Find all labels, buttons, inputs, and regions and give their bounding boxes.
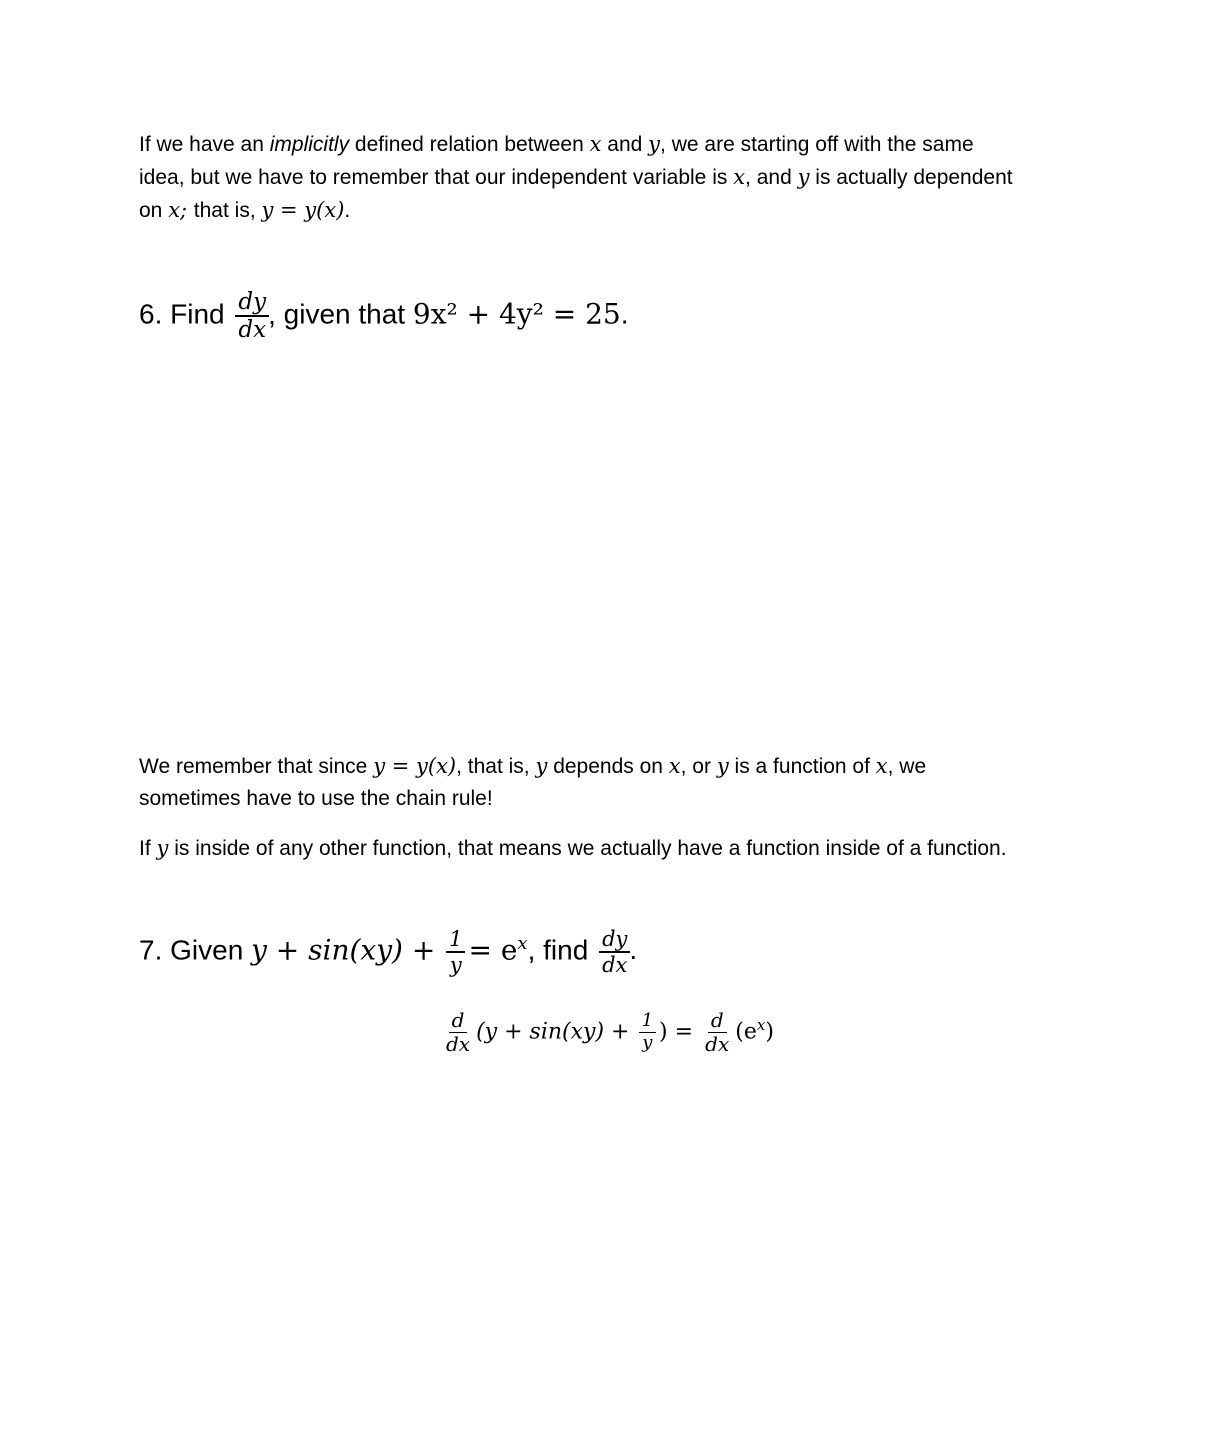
text: on [139, 199, 169, 222]
math-var: x [733, 165, 746, 189]
text: If we have an [139, 133, 270, 156]
text: is actually dependent [809, 166, 1013, 189]
fraction-numerator: 1 [639, 1012, 656, 1033]
derivative-fraction [599, 928, 630, 976]
problem-label: 7. Given [139, 934, 252, 966]
text: , we [887, 755, 927, 778]
math-equation: y = y(x) [261, 198, 345, 222]
text: is a function of [728, 755, 876, 778]
text: defined relation between [349, 133, 590, 156]
chain-rule-paragraph [139, 750, 1099, 865]
text: idea, but we have to remember that our independent variable is [139, 166, 734, 189]
math-expression: y + sin(xy) + [251, 933, 436, 967]
fraction-numerator: d [449, 1010, 468, 1033]
chain-line-3 [139, 832, 1099, 865]
math-exponent: x [756, 1015, 766, 1034]
problem-6 [139, 290, 629, 342]
text: , or [680, 755, 717, 778]
intro-paragraph [139, 128, 1099, 227]
fraction-numerator: 1 [446, 928, 465, 953]
math-var: x [589, 132, 602, 156]
intro-line-2 [139, 161, 1099, 194]
text: and [601, 133, 649, 156]
derivative-fraction [235, 290, 269, 342]
math-expression: (y + sin(xy) + [476, 1019, 630, 1045]
text: , that is, [456, 755, 536, 778]
text: . [620, 298, 629, 330]
math-var: x [668, 754, 681, 778]
fraction-denominator: dx [238, 317, 267, 344]
text: , [268, 298, 276, 330]
chain-line-2: sometimes have to use the chain rule! [139, 787, 493, 810]
math-var: x; [168, 198, 194, 222]
fraction-numerator: d [708, 1010, 727, 1033]
d-dx-operator [702, 1010, 732, 1055]
fraction-numerator: dy [235, 290, 269, 317]
text: If [139, 837, 157, 860]
intro-line-3 [139, 194, 1099, 227]
math-var: y [535, 754, 548, 778]
problem-7 [139, 928, 637, 976]
fraction-denominator: y [642, 1032, 653, 1053]
text: . [629, 934, 638, 966]
math-expression: (e [735, 1019, 757, 1045]
math-equation: 9x² + 4y² = 25 [412, 297, 621, 331]
text: is inside of any other function, that means we actually have a function inside of a function. [168, 837, 1007, 860]
fraction-denominator: dx [705, 1032, 730, 1056]
fraction-denominator: dx [446, 1032, 471, 1056]
math-var: y [156, 836, 169, 860]
math-expression: ) = [659, 1019, 694, 1045]
math-expression: = e [468, 933, 518, 967]
text: , and [745, 166, 798, 189]
text: depends on [547, 755, 669, 778]
work-equation [440, 1010, 774, 1055]
emphasis-text: implicitly [269, 133, 350, 156]
fraction-denominator: y [449, 953, 462, 978]
math-var: y [648, 132, 661, 156]
problem-label: 6. Find [139, 298, 225, 330]
math-var: x [875, 754, 888, 778]
math-exponent: x [517, 933, 528, 955]
math-expression: ) [765, 1019, 774, 1045]
fraction-numerator: dy [599, 928, 630, 953]
math-equation: y = y(x) [373, 754, 457, 778]
d-dx-operator [443, 1010, 473, 1055]
one-over-y-fraction [446, 928, 465, 976]
text: that is, [193, 199, 262, 222]
text: , find [527, 934, 589, 966]
math-var: y [797, 165, 810, 189]
one-over-y-fraction [639, 1012, 656, 1053]
intro-line-1 [139, 128, 1099, 161]
fraction-denominator: dx [602, 953, 628, 978]
text: , we are starting off with the same [660, 133, 974, 156]
text: given that [275, 298, 413, 330]
text: We remember that since [139, 755, 374, 778]
chain-line-1 [139, 750, 1099, 783]
text: . [344, 199, 351, 222]
math-var: y [716, 754, 729, 778]
